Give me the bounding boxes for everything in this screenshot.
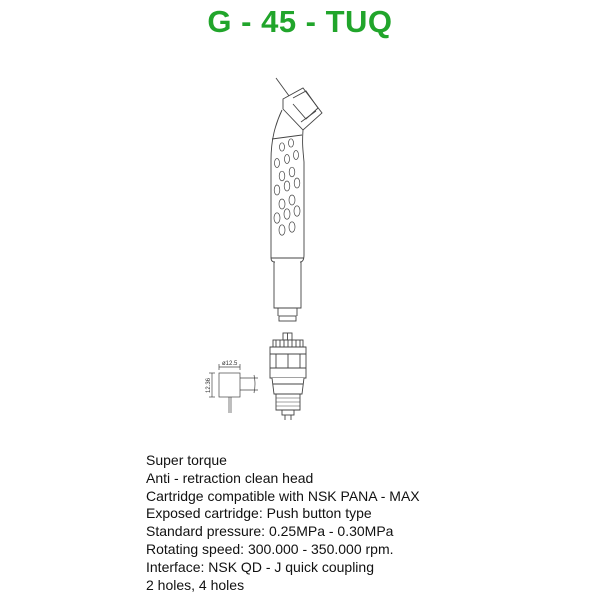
spec-item: Exposed cartridge: Push button type [146,505,372,522]
spec-item: Rotating speed: 300.000 - 350.000 rpm. [146,540,394,557]
spec-item: 2 holes, 4 holes [146,576,245,593]
spec-item: Interface: NSK QD - J quick coupling [146,558,374,575]
spec-item: Cartridge compatible with NSK PANA - MAX [146,487,420,504]
spec-item: Standard pressure: 0.25MPa - 0.30MPa [146,523,394,540]
length-dimension-label: 12.36 [206,377,212,393]
spec-item: Super torque [146,452,227,468]
handpiece-body [271,110,304,321]
diameter-dimension-label: ø12.5 [222,361,238,367]
quick-coupling [270,333,306,420]
product-title: G - 45 - TUQ [207,4,393,39]
spec-item: Anti - retraction clean head [146,469,314,486]
dimension-detail [209,364,258,413]
spec-list [146,452,420,594]
handpiece-head [276,78,322,130]
